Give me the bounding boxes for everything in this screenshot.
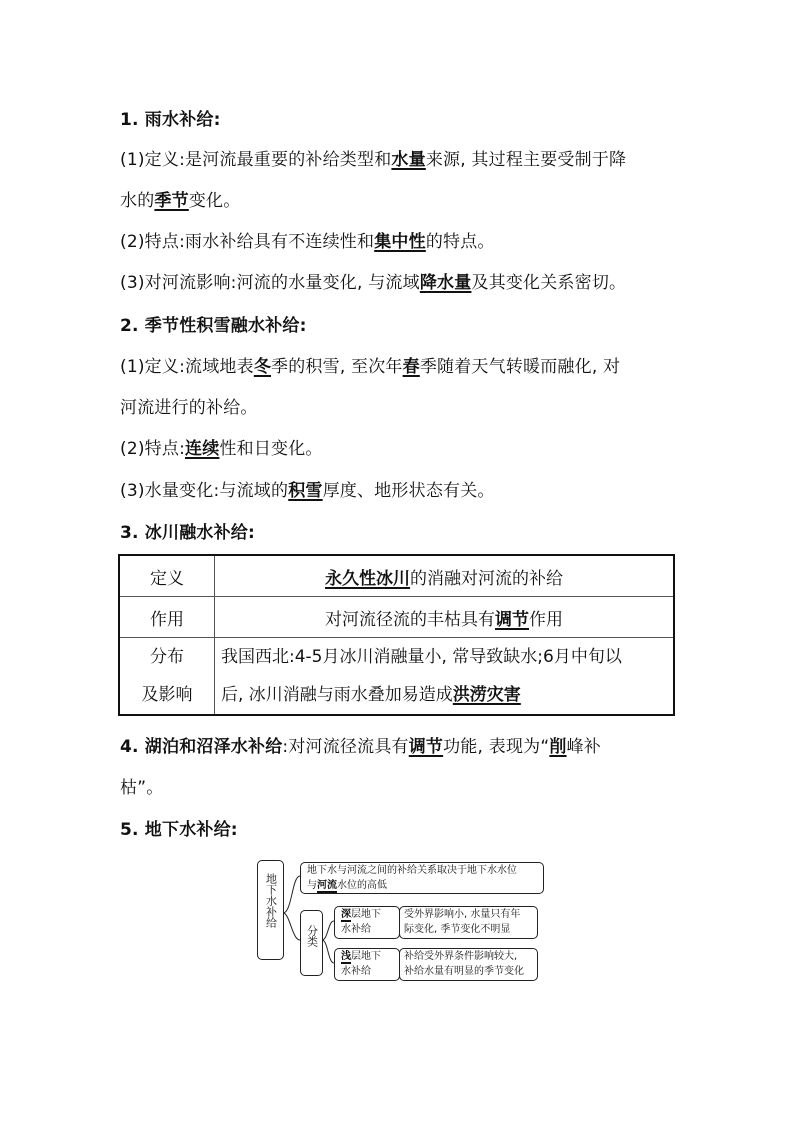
diagram-shallow-desc-box [399, 948, 538, 981]
table-row [119, 638, 674, 716]
diagram-classify-label: 分类 [305, 925, 319, 947]
section-4-title: 4. 湖泊和沼泽水补给 [120, 737, 283, 757]
diagram-shallow-box [334, 948, 400, 981]
diagram-classify-box [300, 910, 323, 976]
diagram-deep-line1: 深层地下 [341, 909, 381, 920]
diagram-deep-box [334, 906, 400, 939]
diagram-relation-box [300, 862, 544, 894]
s2-water-change: (3)水量变化:与流域的积雪厚度、地形状态有关。 [120, 481, 495, 501]
table-row [119, 597, 674, 638]
s1-feature: (2)特点:雨水补给具有不连续性和集中性的特点。 [120, 232, 495, 252]
diagram-shallow-desc-line1: 补给受外界条件影响较大, [404, 951, 518, 962]
connector-root-classify [283, 913, 300, 940]
diagram-deep-desc-line2: 际变化, 季节变化不明显 [404, 924, 511, 935]
diagram-shallow-line1: 浅层地下 [341, 951, 381, 962]
section-2-title: 2. 季节性积雪融水补给: [120, 316, 307, 336]
table-row [119, 555, 674, 597]
diagram-root-label: 地下水补给 [264, 873, 278, 928]
diagram-root-box [257, 860, 284, 960]
section-4-cont: 枯”。 [120, 778, 164, 798]
section-5-title: 5. 地下水补给: [120, 820, 238, 840]
connector-root-relation [283, 876, 300, 913]
diagram-shallow-line2: 水补给 [341, 966, 371, 977]
diagram-shallow-desc-line2: 补给水量有明显的季节变化 [404, 966, 524, 977]
diagram-relation-line1: 地下水与河流之间的补给关系取决于地下水水位 [307, 865, 517, 876]
table-label-function: 作用 [119, 597, 215, 638]
s1-impact: (3)对河流影响:河流的水量变化, 与流域降水量及其变化关系密切。 [120, 273, 627, 293]
connector-classify-shallow [322, 940, 334, 963]
section-1-title: 1. 雨水补给: [120, 110, 221, 130]
glacier-table [118, 554, 675, 716]
s1-definition: (1)定义:是河流最重要的补给类型和水量来源, 其过程主要受制于降 [120, 150, 627, 170]
connector-classify-deep [322, 921, 334, 940]
diagram-deep-desc-box [399, 906, 538, 939]
section-4: 4. 湖泊和沼泽水补给:对河流径流具有调节功能, 表现为“削峰补 [120, 737, 601, 757]
diagram-deep-line2: 水补给 [341, 924, 371, 935]
s1-definition-cont: 水的季节变化。 [120, 191, 241, 211]
s2-definition-cont: 河流进行的补给。 [120, 398, 258, 418]
table-cell-distribution: 我国西北:4-5月冰川消融量小, 常导致缺水;6月中旬以 后, 冰川消融与雨水叠加易造成洪涝灾害 [215, 638, 675, 716]
table-label-distribution: 分布 及影响 [119, 638, 215, 716]
diagram-relation-line2: 与河流水位的高低 [307, 880, 387, 891]
diagram-deep-desc-line1: 受外界影响小, 水量只有年 [404, 909, 521, 920]
table-label-definition: 定义 [119, 555, 215, 597]
section-3-title: 3. 冰川融水补给: [120, 523, 256, 543]
s2-feature: (2)特点:连续性和日变化。 [120, 439, 323, 459]
table-cell-definition: 永久性冰川的消融对河流的补给 [215, 555, 675, 597]
table-cell-function: 对河流径流的丰枯具有调节作用 [215, 597, 675, 638]
s2-definition: (1)定义:流域地表冬季的积雪, 至次年春季随着天气转暖而融化, 对 [120, 357, 621, 377]
